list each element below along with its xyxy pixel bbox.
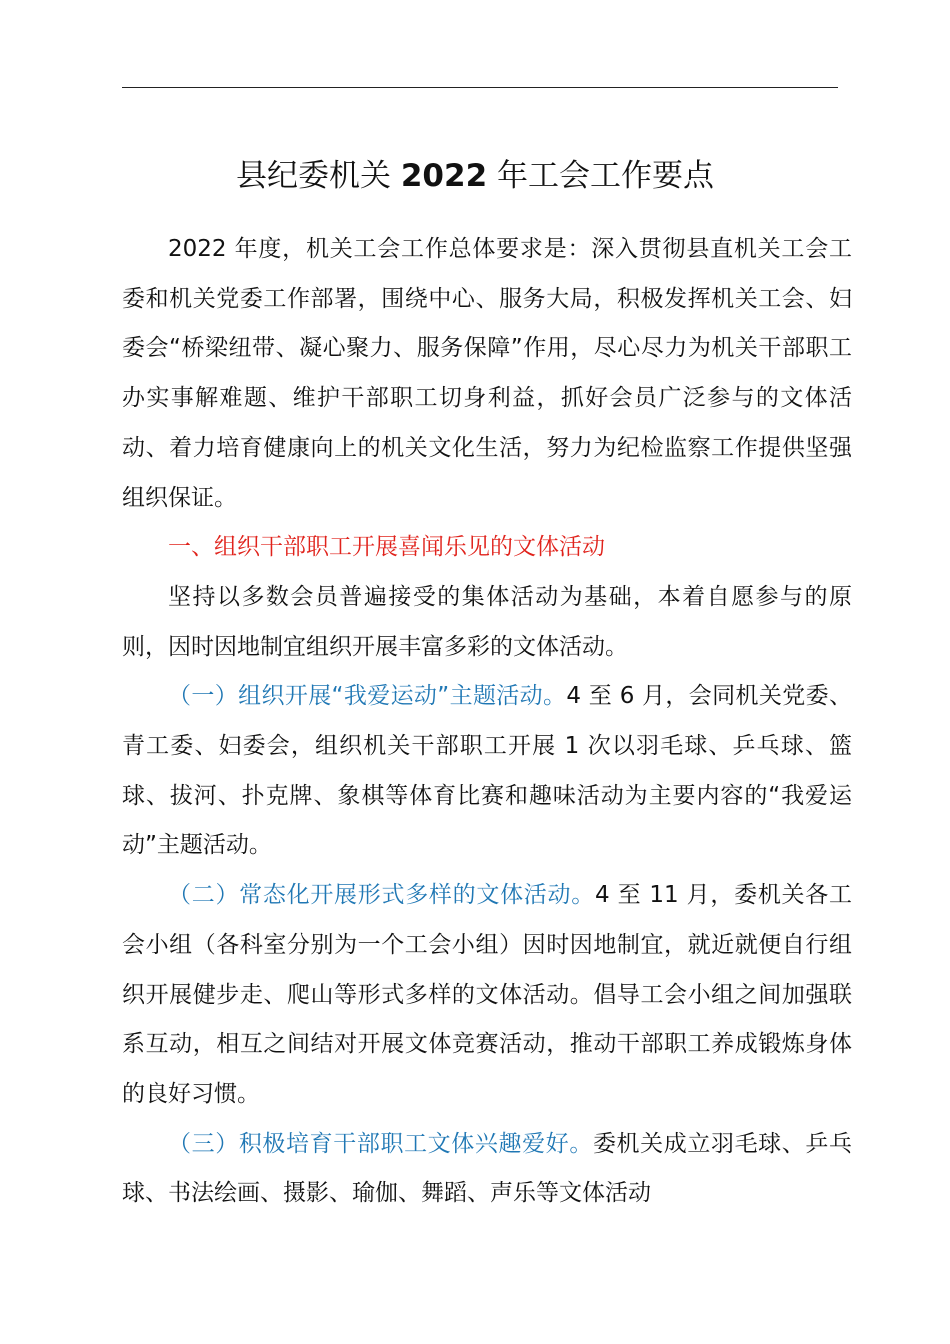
title-suffix: 年工会工作要点 [487,158,714,194]
item3-body: 委机关成立羽毛球、乒乓球、书法绘画、摄影、瑜伽、舞蹈、声乐等文体活动 [122,1130,853,1207]
header-rule [122,87,838,88]
document-body [122,225,852,1219]
item3-paragraph [122,1120,852,1219]
item1-paragraph [122,672,852,871]
item2-heading: （二）常态化开展形式多样的文体活动。 [168,882,595,909]
intro-paragraph: 2022 年度，机关工会工作总体要求是：深入贯彻县直机关工会工委和机关党委工作部署，围绕中心、服务大局，积极发挥机关工会、妇委会“桥梁纽带、凝心聚力、服务保障”作用，尽心尽力为机关干部职工办实事解难题、维护干部职工切身利益，抓好会员广泛参与的文体活动、着力培育健康向上的机关文化生活，努力为纪检监察工作提供坚强组织保证。 [122,236,852,511]
item3-heading: （三）积极培育干部职工文体兴趣爱好。 [168,1130,593,1157]
section1-heading: 一、组织干部职工开展喜闻乐见的文体活动 [168,534,605,561]
item1-body: 4 至 6 月，会同机关党委、青工委、妇委会，组织机关干部职工开展 1 次以羽毛球、乒乓球、篮球、拔河、扑克牌、象棋等体育比赛和趣味活动为主要内容的“我爱运动”主题活动。 [122,683,852,859]
title-prefix: 县纪委机关 [236,158,401,194]
item2-body: 4 至 11 月，委机关各工会小组（各科室分别为一个工会小组）因时因地制宜，就近就便自行组织开展健步走、爬山等形式多样的文体活动。倡导工会小组之间加强联系互动，相互之间结对开展文体竞赛活动，推动干部职工养成锻炼身体的良好习惯。 [122,882,853,1107]
section1-paragraph: 坚持以多数会员普遍接受的集体活动为基础，本着自愿参与的原则，因时因地制宜组织开展丰富多彩的文体活动。 [122,583,852,660]
title-year: 2022 [400,158,488,194]
document-title [0,150,950,202]
item1-heading: （一）组织开展“我爱运动”主题活动。 [168,683,567,710]
item2-paragraph [122,871,852,1120]
